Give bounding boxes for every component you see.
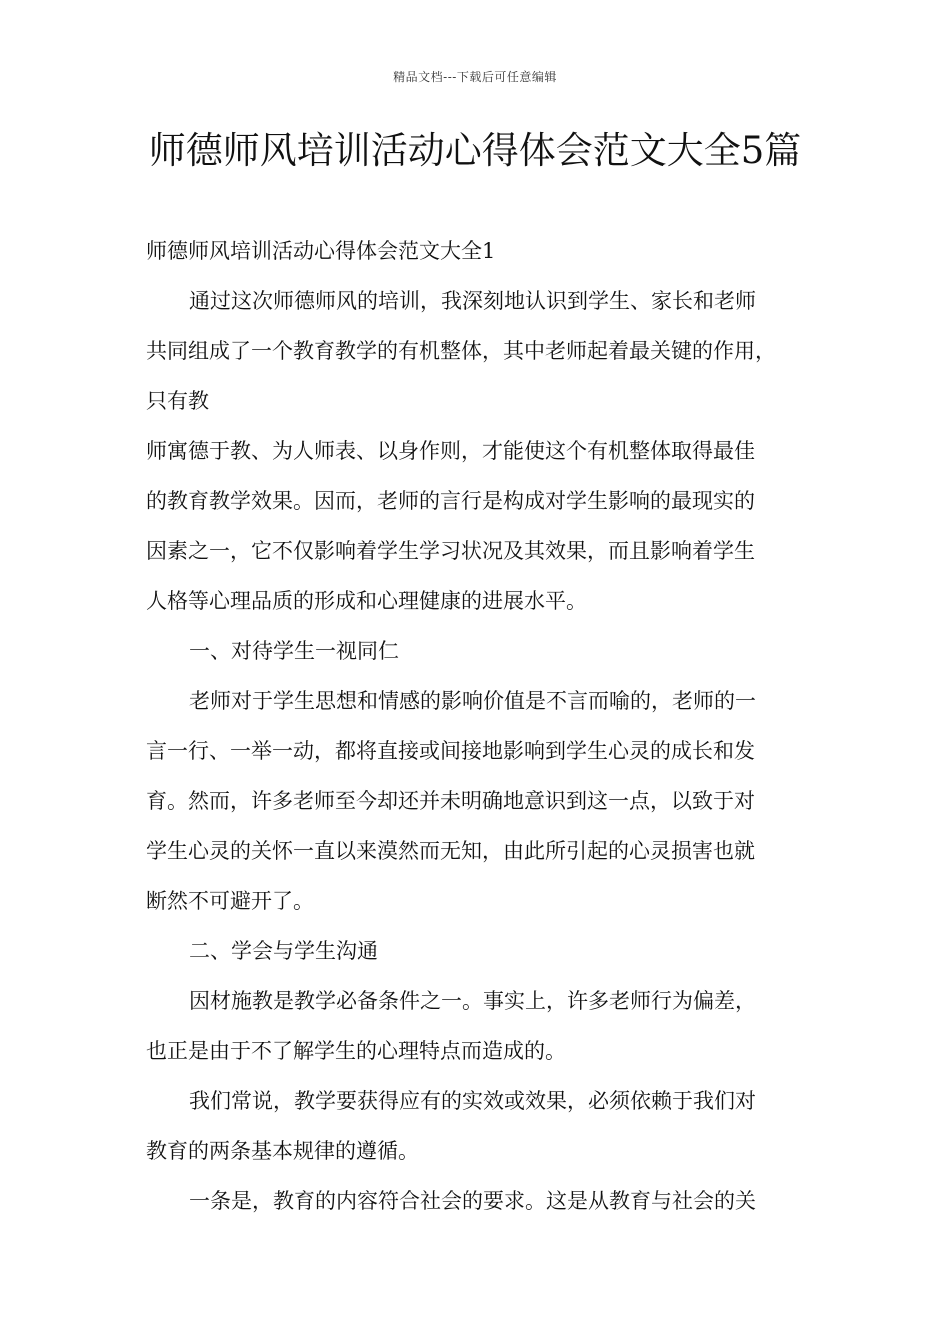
paragraph-line: 只有教 — [146, 389, 209, 413]
paragraph-line: 教育的两条基本规律的遵循。 — [146, 1139, 419, 1163]
paragraph-line: 共同组成了一个教育教学的有机整体，其中老师起着最关键的作用， — [146, 339, 776, 363]
paragraph-line: 育。然而，许多老师至今却还并未明确地意识到这一点，以致于对 — [146, 789, 755, 813]
section-subtitle: 师德师风培训活动心得体会范文大全1 — [146, 239, 496, 263]
paragraph-line: 言一行、一举一动，都将直接或间接地影响到学生心灵的成长和发 — [146, 739, 755, 763]
document-title: 师德师风培训活动心得体会范文大全5篇 — [148, 129, 802, 172]
paragraph-line: 人格等心理品质的形成和心理健康的进展水平。 — [146, 589, 587, 613]
paragraph-line: 因材施教是教学必备条件之一。事实上，许多老师行为偏差， — [189, 989, 756, 1013]
section-heading: 一、对待学生一视同仁 — [189, 639, 399, 663]
paragraph-line: 一条是，教育的内容符合社会的要求。这是从教育与社会的关 — [189, 1189, 756, 1213]
paragraph-line: 学生心灵的关怀一直以来漠然而无知，由此所引起的心灵损害也就 — [146, 839, 755, 863]
header-note: 精品文档---下载后可任意编辑 — [393, 70, 557, 84]
paragraph-line: 也正是由于不了解学生的心理特点而造成的。 — [146, 1039, 566, 1063]
paragraph-line: 我们常说，教学要获得应有的实效或效果，必须依赖于我们对 — [189, 1089, 756, 1113]
paragraph-line: 老师对于学生思想和情感的影响价值是不言而喻的，老师的一 — [189, 689, 756, 713]
paragraph-line: 因素之一，它不仅影响着学生学习状况及其效果，而且影响着学生 — [146, 539, 755, 563]
section-heading: 二、学会与学生沟通 — [189, 939, 378, 963]
paragraph-line: 的教育教学效果。因而，老师的言行是构成对学生影响的最现实的 — [146, 489, 755, 513]
document-body — [146, 233, 820, 1233]
paragraph-line: 师寓德于教、为人师表、以身作则，才能使这个有机整体取得最佳 — [146, 439, 755, 463]
paragraph-line: 通过这次师德师风的培训，我深刻地认识到学生、家长和老师 — [189, 289, 756, 313]
paragraph-line: 断然不可避开了。 — [146, 889, 314, 913]
